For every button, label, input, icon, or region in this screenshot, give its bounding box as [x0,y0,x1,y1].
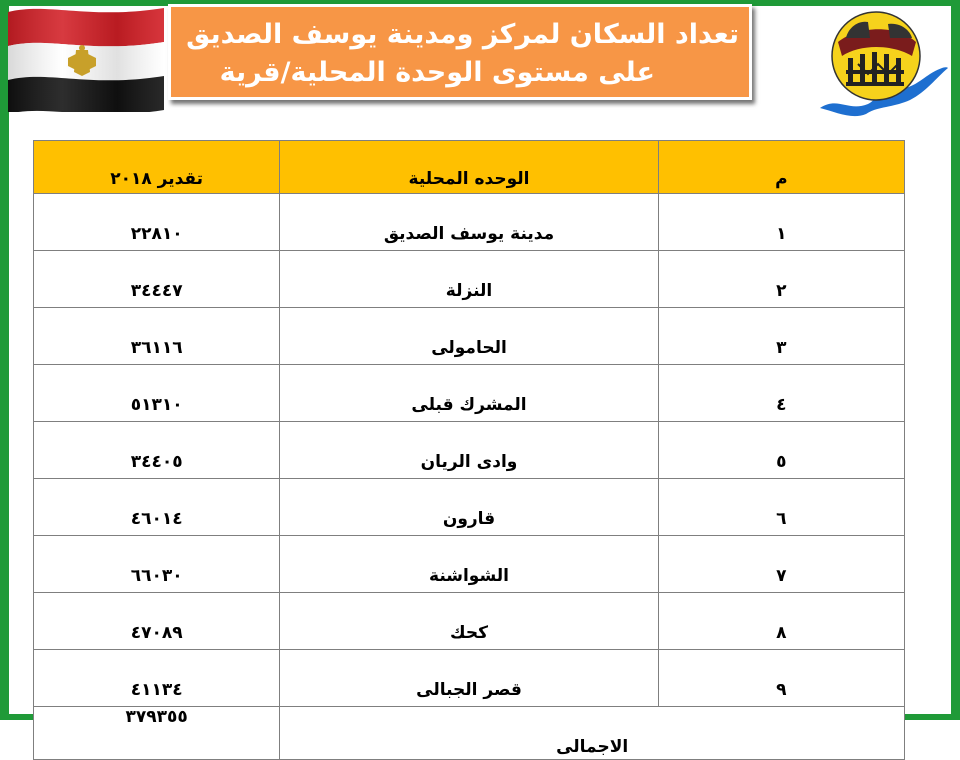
cell-estimate: ٤٧٠٨٩ [34,593,280,650]
cell-index: ٥ [658,422,904,479]
total-value: ٣٧٩٣٥٥ [34,707,280,760]
cell-unit: قارون [280,479,658,536]
table-row [34,422,905,479]
cell-index: ٩ [658,650,904,707]
table-row [34,308,905,365]
cell-estimate: ٣٤٤٤٧ [34,251,280,308]
cell-unit: النزلة [280,251,658,308]
title-box [168,4,752,100]
cell-estimate: ٤٦٠١٤ [34,479,280,536]
header-index: م [658,141,904,194]
cell-index: ١ [658,194,904,251]
title-line-2: على مستوى الوحدة المحلية/قرية [219,57,655,88]
title-line-1: تعداد السكان لمركز ومدينة يوسف الصديق [186,19,739,50]
table-row [34,593,905,650]
table-total-row [34,707,905,760]
header-unit: الوحده المحلية [280,141,658,194]
cell-estimate: ٣٤٤٠٥ [34,422,280,479]
table-header-row [34,141,905,194]
cell-unit: الحامولى [280,308,658,365]
cell-index: ٧ [658,536,904,593]
cell-estimate: ٣٦١١٦ [34,308,280,365]
cell-index: ٢ [658,251,904,308]
cell-unit: قصر الجبالى [280,650,658,707]
header-estimate: تقدير ٢٠١٨ [34,141,280,194]
cell-unit: مدينة يوسف الصديق [280,194,658,251]
cell-index: ٣ [658,308,904,365]
cell-index: ٦ [658,479,904,536]
egypt-flag-icon [8,6,164,112]
table-row [34,536,905,593]
table-row [34,365,905,422]
table-row [34,479,905,536]
cell-unit: المشرك قبلى [280,365,658,422]
cell-unit: الشواشنة [280,536,658,593]
governorate-logo-icon [818,8,950,120]
table-row [34,251,905,308]
cell-estimate: ٤١١٣٤ [34,650,280,707]
cell-estimate: ٦٦٠٣٠ [34,536,280,593]
cell-unit: كحك [280,593,658,650]
table-row [34,650,905,707]
cell-unit: وادى الريان [280,422,658,479]
cell-index: ٤ [658,365,904,422]
table-row [34,194,905,251]
cell-estimate: ٢٢٨١٠ [34,194,280,251]
total-label: الاجمالى [280,707,905,760]
population-table [33,140,905,760]
cell-index: ٨ [658,593,904,650]
cell-estimate: ٥١٣١٠ [34,365,280,422]
